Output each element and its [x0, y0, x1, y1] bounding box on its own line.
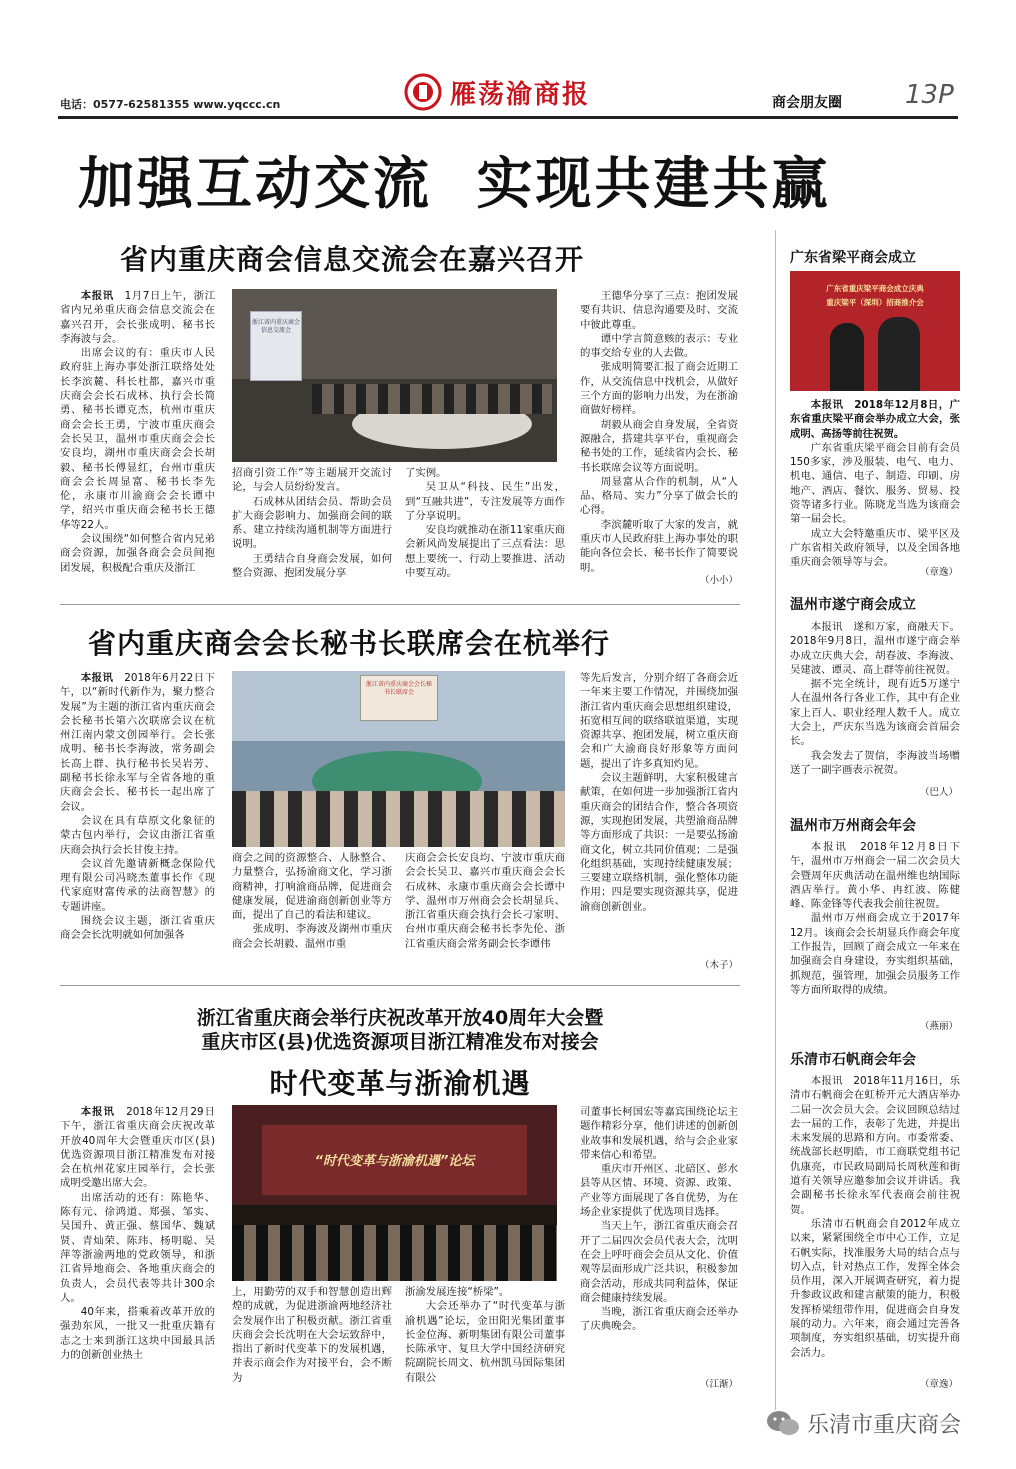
article1-photo [232, 289, 557, 462]
watermark [765, 1408, 961, 1439]
sidebar-body-3: 本报讯 2018年12月8日下午，温州市万州商会一届二次会员大会暨周年庆典活动在温州维也纳国际酒店举行。黄小华、冉红波、陈健峰、陈金锋等代表我会前往祝贺。 温州市万州商会成立于2017年12月。该商会会长胡显兵作商会年度工作报告，回顾了商会成立一年来在加强商会自身建设，夯实组织基础，抓规范，强管理，加强会员服务工作等方面所取得的成绩。 [790, 841, 960, 996]
page-number: 13P [905, 80, 954, 110]
article3-photo [232, 1105, 557, 1281]
divider [60, 604, 740, 605]
header-contact: 电话：0577-62581355 www.yqccc.cn [60, 98, 281, 111]
article3-subtitle-line1: 浙江省重庆商会举行庆祝改革开放40周年大会暨 [196, 1007, 604, 1029]
watermark-text: 乐清市重庆商会 [807, 1413, 962, 1438]
article3-col1: 本报讯 2018年12月29日下午，浙江省重庆商会庆祝改革开放40周年大会暨重庆市区(县)优选资源项目浙江精准发布对接会在杭州花家庄园举行，会长张成明受邀出席大会。 出席活动的还有：陈艳华、陈有元、徐鸿道、郑强、邹实、吴国升、黄正强、蔡国华、魏斌贤、青灿荣、陈玮、杨明聪、吴萍等浙渝两地的党政领导，和浙江省异地商会、各地重庆商会的负责人，会员代表等共计300余人。 40年来，搭乘着改革开放的强劲东风，一批又一批重庆籍有志之士来到浙江这块中国最具活力的创新创业热土 [60, 1106, 215, 1362]
sidebar-title-2: 温州市遂宁商会成立 [790, 597, 916, 613]
sidebar-title-1: 广东省梁平商会成立 [790, 250, 916, 266]
sidebar-sign-1: （章逸） [919, 567, 958, 578]
article1-col4: 王德华分享了三点：抱团发展要有共识、信息沟通要及时、交流中彼此尊重。 谭中学言简意赅的表示：专业的事交给专业的人去做。 张成明简要汇报了商会近期工作，从交流信息中找机会，从做好三个方面的影响力出发，为在浙渝商做好榜样。 胡毅从商会自身发展，全省资源融合，搭建共享平台，重视商会秘书处的工作，延续省内会长、秘书长联席会议等方面说明。 周显富从合作的机制，从“人品、格局、实力”分享了做会长的心得。 李滨麓听取了大家的发言，就重庆市人民政府驻上海办事处的职能向各位会长、秘书长作了简要说明。 [580, 290, 738, 574]
sidebar-body-2: 本报讯 遂和万家，商融天下。2018年9月8日，温州市遂宁商会举办成立庆典大会，胡春波、李海波、吴建波、谭灵、高上群等前往祝贺。 据不完全统计，现有近5万遂宁人在温州各行各业工作，其中有企业家上百人、职业经理人数千人。成立大会上，严庆东当选为该商会首届会长。 我会发去了贺信，李海波当场赠送了一副字画表示祝贺。 [790, 621, 960, 776]
article1-title: 省内重庆商会信息交流会在嘉兴召开 [120, 243, 585, 276]
sidebar-sign-4: （章逸） [919, 1379, 958, 1390]
sidebar-body-1: 本报讯 2018年12月8日，广东省重庆梁平商会举办成立大会，张成明、高扬等前往祝贺。 广东省重庆梁平商会目前有会员150多家，涉及服装、电气、电力、机电、通信、电子、制造、印刷、房地产、酒店、餐饮、服务、贸易、投资等诸多行业。陈晓龙当选为该商会第一届会长。 成立大会特邀重庆市、梁平区及广东省相关政府领导，以及全国各地重庆商会领导等与会。 [790, 399, 960, 569]
masthead-logo-icon [404, 73, 442, 111]
sidebar-sign-2: （巴人） [919, 787, 958, 798]
section-name: 商会朋友圈 [772, 95, 842, 111]
article2-col1: 本报讯 2018年6月22日下午，以“新时代新作为，聚力整合发展”为主题的浙江省内重庆商会会长秘书长第六次联席会议在杭州江南内蒙文创园举行。会长张成明、秘书长李海波，常务副会长高上群、执行秘书长吴岩芳、副秘书长徐永军与全省各地的重庆商会会长、秘书长一起出席了会议。 会议在具有草原文化象征的蒙古包内举行，会议由浙江省重庆商会执行会长甘俊主持。 会议首先邀请新概念保险代理有限公司冯晓杰董事长作《现代家庭财富传承的法商智慧》的专题讲座。 围绕会议主题，浙江省重庆商会会长沈明就如何加强各 [60, 672, 215, 942]
article2-title: 省内重庆商会会长秘书长联席会在杭举行 [88, 627, 611, 660]
divider [60, 985, 740, 986]
article1-sign: （小小） [699, 575, 738, 586]
article1-col2: 招商引资工作”等主题展开交流讨论，与会人员纷纷发言。 石成林从团结会员、帮助会员扩大商会影响力、加强商会间的联系、建立持续沟通机制等方面进行说明。 王勇结合自身商会发展，如何整合资源、抱团发展分享 [232, 467, 392, 580]
article3-sign: （江渐） [699, 1379, 738, 1390]
article2-col4: 等先后发言，分别介绍了各商会近一年来主要工作情况，并围绕加强浙江省内重庆商会思想组织建设，拓宽相互间的联络联谊渠道，实现资源共享、抱团发展，树立重庆商会和广大渝商良好形象等方面问题，提出了许多真知灼见。 会议主题鲜明，大家积极建言献策，在如何进一步加强浙江省内重庆商会的团结合作，整合各项资源，实现抱团发展，共塑渝商品牌等方面形成了共识：一是要弘扬渝商文化，树立共同价值观；二是强化组织基础，实现持续健康发展；三要建立联络机制，强化整体功能作用；四是要实现资源共享，促进渝商创新创业。 [580, 672, 738, 913]
sidebar-photo-1-banner1: 广东省重庆梁平商会成立庆典 [826, 284, 924, 293]
sidebar-body-4: 本报讯 2018年11月16日，乐清市石帆商会在虹桥开元大酒店举办二届一次会员大会。会议回顾总结过去一届的工作，表彰了先进，并提出未来发展的思路和方向。市委常委、统战部长赵明皓，市工商联党组书记仇康亮，市民政局副局长周秋莲和街道有关领导应邀参加会议并讲话。我会副秘书长徐永军代表商会前往祝贺。 乐清市石帆商会自2012年成立以来，紧紧围绕全市中心工作，立足石帆实际，找准服务大局的结合点与切入点，针对热点工作，发挥全体会员作用，深入开展调查研究，着力提升参政议政和建言献策的能力，积极发挥桥梁纽带作用，促进商会自身发展的动力。六年来，商会通过完善各项制度，夯实组织基础，切实提升商会活力。 [790, 1075, 960, 1359]
article3-col2: 上，用勤劳的双手和智慧创造出辉煌的成就，为促进浙渝两地经济社会发展作出了积极贡献。浙江省重庆商会会长沈明在大会坛致辞中，指出了新时代变革下的发展机遇，并表示商会作为对接平台，会不断为 [232, 1286, 392, 1384]
sidebar-sign-3: （燕丽） [919, 1021, 958, 1032]
article1-col1: 本报讯 1月7日上午，浙江省内兄弟重庆商会信息交流会在嘉兴召开，会长张成明、秘书长李海波与会。 出席会议的有：重庆市人民政府驻上海办事处浙江联络处处长李滨麓、科长杜都，嘉兴市重庆商会会长石成林、执行会长简勇、秘书长谭克杰，杭州市重庆商会会长王勇，宁波市重庆商会会长吴卫，温州市重庆商会会长安良均，湖州市重庆商会会长胡毅、秘书长傅显红，台州市重庆商会会长周显富、秘书长李先伦，永康市川渝商会会长谭中学，绍兴市重庆商会秘书长王德华等22人。 会议围绕“如何整合省内兄弟商会资源，加强各商会会员间抱团发展，积极配合重庆及浙江 [60, 290, 215, 574]
article2-col3: 庆商会会长安良均、宁波市重庆商会会长吴卫、嘉兴市重庆商会会长石成林、永康市重庆商会会长谭中学、温州市万州商会会长胡显兵、浙江省重庆商会执行会长刁家明、台州市重庆商会秘书长李先伦、浙江省重庆商会常务副会长李谭伟 [405, 852, 565, 950]
sidebar-title-3: 温州市万州商会年会 [790, 818, 916, 834]
article2-photo [232, 671, 565, 847]
article1-col3: 了实例。 吴卫从“科技、民生”出发，到“互融共进”，专注发展等方面作了分享说明。 安良均就推动在浙11家重庆商会新风尚发展提出了三点看法：思想上要统一、行动上要推进、活动中要互动。 [405, 467, 565, 580]
header-rule [58, 116, 958, 119]
article2-sign: （木子） [699, 960, 738, 971]
masthead-title: 雁荡渝商报 [450, 79, 591, 110]
sidebar-divider [775, 230, 776, 1410]
article2-photo-banner: 浙江省内重庆商会会长秘书长联席会 [365, 681, 432, 696]
article3-col4: 司董事长柯国宏等嘉宾围绕论坛主题作精彩分享，他们讲述的创新创业故事和发展机遇，给与会企业家带来信心和希望。 重庆市开州区、北碚区、彭水县等从区情、环境、资源、政策、产业等方面展现了各自优势，为在场企业家提供了优选项目选择。 当天上午，浙江省重庆商会召开了二届四次会员代表大会，沈明在会上呼吁商会会员从文化、价值观等层面形成广泛共识，积极参加商会活动，形成共同利益体，保证商会健康持续发展。 当晚，浙江省重庆商会还举办了庆典晚会。 [580, 1106, 738, 1333]
masthead [404, 72, 590, 112]
article3-subtitle-line2: 重庆市区(县)优选资源项目浙江精准发布对接会 [201, 1031, 599, 1053]
article1-photo-banner: 浙江省内重庆商会信息交流会 [252, 319, 301, 334]
article3-photo-banner: “时代变革与浙渝机遇”论坛 [314, 1154, 475, 1169]
main-headline: 加强互动交流 实现共建共赢 [78, 152, 831, 217]
sidebar-title-4: 乐清市石帆商会年会 [790, 1052, 916, 1068]
sidebar-photo-1-banner2: 重庆梁平（深圳）招商推介会 [826, 298, 924, 307]
article2-col2: 商会之间的资源整合、人脉整合、力量整合，弘扬渝商文化，学习浙商精神，打响渝商品牌，促进商会健康发展，促进渝商创新创业等方面，提出了自己的看法和建议。 张成明、李海波及湖州市重庆商会会长胡毅、温州市重 [232, 852, 392, 950]
article3-col3: 浙渝发展连接“桥梁”。 大会还举办了“时代变革与浙渝机遇”论坛，金田阳光集团董事长金位海、新明集团有限公司董事长陈承守、复旦大学中国经济研究院副院长周文、杭州凯马国际集团有限公 [405, 1286, 565, 1384]
article3-title: 时代变革与浙渝机遇 [269, 1067, 531, 1100]
wechat-icon [765, 1409, 801, 1439]
sidebar-photo-1 [790, 271, 960, 391]
article3-subtitle [60, 1006, 740, 1054]
